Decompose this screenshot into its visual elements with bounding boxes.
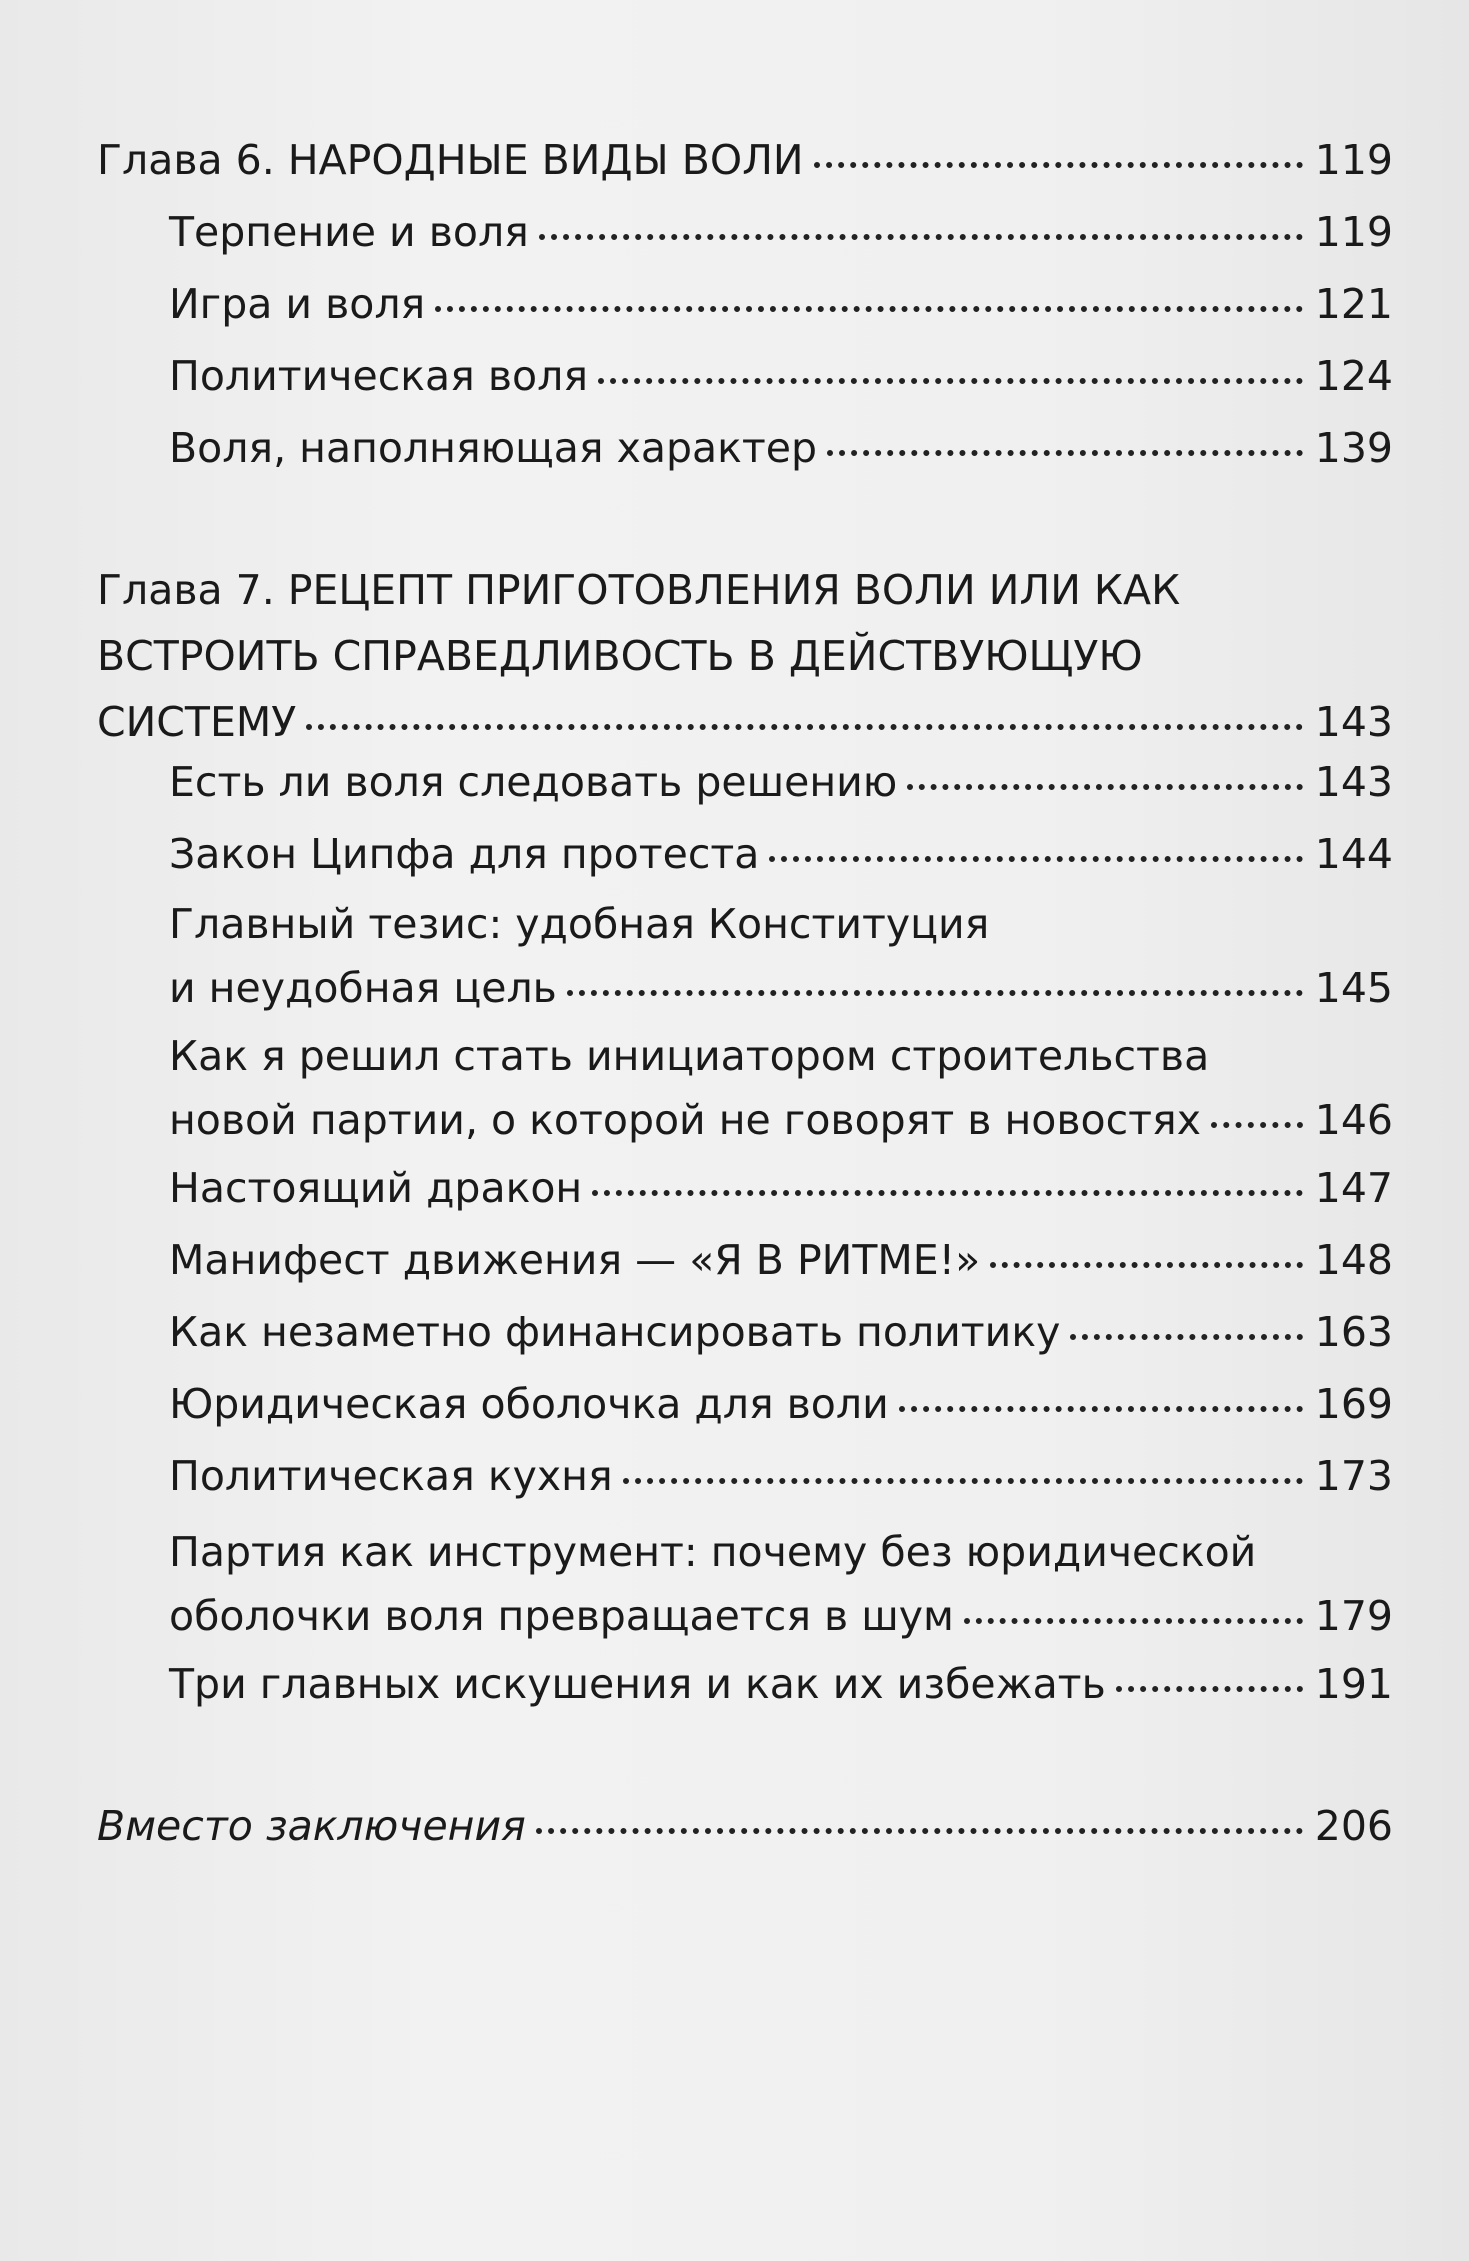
- toc-page-number: 143: [1314, 698, 1393, 746]
- toc-page-number: 163: [1314, 1308, 1393, 1356]
- toc-title: Как незаметно финансировать политику: [169, 1308, 1061, 1356]
- dot-leader: [539, 233, 1303, 240]
- dot-leader: [306, 723, 1303, 730]
- toc-title: Игра и воля: [169, 280, 426, 328]
- dot-leader: [827, 449, 1303, 456]
- toc-title-line: ВСТРОИТЬ СПРАВЕДЛИВОСТЬ В ДЕЙСТВУЮЩУЮ: [97, 632, 1143, 680]
- toc-page-number: 191: [1314, 1660, 1393, 1708]
- dot-leader: [567, 989, 1303, 996]
- toc-title: Политическая кухня: [169, 1452, 613, 1500]
- toc-page-number: 121: [1314, 280, 1393, 328]
- toc-page-number: 173: [1314, 1452, 1393, 1500]
- toc-title: Юридическая оболочка для воли: [169, 1380, 889, 1428]
- toc-title: новой партии, о которой не говорят в новостях: [169, 1096, 1201, 1144]
- toc-page-number: 124: [1314, 352, 1393, 400]
- toc-title-line: Глава 7. РЕЦЕПТ ПРИГОТОВЛЕНИЯ ВОЛИ ИЛИ КАК: [97, 566, 1181, 614]
- toc-title: Закон Ципфа для протеста: [169, 830, 760, 878]
- toc-section: [169, 1158, 1393, 1218]
- toc-page-number: 148: [1314, 1236, 1393, 1284]
- toc-section: [169, 894, 1393, 1018]
- toc-section: [169, 1446, 1393, 1506]
- dot-leader: [769, 855, 1303, 862]
- toc-section: [169, 752, 1393, 812]
- dot-leader: [814, 161, 1303, 168]
- toc-section: [169, 346, 1393, 406]
- toc-page-number: 147: [1314, 1164, 1393, 1212]
- dot-leader: [592, 1189, 1303, 1196]
- toc-page-number: 119: [1314, 136, 1393, 184]
- toc-page-number: 169: [1314, 1380, 1393, 1428]
- dot-leader: [1211, 1121, 1303, 1128]
- toc-title: Вместо заключения: [97, 1802, 526, 1850]
- toc-page-number: 143: [1314, 758, 1393, 806]
- toc-section: [169, 1026, 1393, 1150]
- toc-chapter-6: [97, 130, 1393, 190]
- toc-page-number: 139: [1314, 424, 1393, 472]
- toc-title-line: Партия как инструмент: почему без юридической: [169, 1528, 1257, 1576]
- dot-leader: [990, 1261, 1303, 1268]
- toc-section: [169, 418, 1393, 478]
- dot-leader: [598, 377, 1303, 384]
- toc-title: Терпение и воля: [169, 208, 529, 256]
- toc-page-number: 144: [1314, 830, 1393, 878]
- dot-leader: [536, 1827, 1303, 1834]
- dot-leader: [1070, 1333, 1303, 1340]
- dot-leader: [623, 1477, 1303, 1484]
- toc-title: Глава 6. НАРОДНЫЕ ВИДЫ ВОЛИ: [97, 136, 804, 184]
- toc-page-number: 146: [1314, 1096, 1393, 1144]
- toc-title: оболочки воля превращается в шум: [169, 1592, 954, 1640]
- toc-title: Есть ли воля следовать решению: [169, 758, 898, 806]
- toc-section: [169, 824, 1393, 884]
- toc-section: [169, 1302, 1393, 1362]
- dot-leader: [899, 1405, 1303, 1412]
- toc-section: [169, 1230, 1393, 1290]
- toc-title: СИСТЕМУ: [97, 698, 297, 746]
- toc-section: [169, 202, 1393, 262]
- dot-leader: [1116, 1685, 1303, 1692]
- toc-section: [169, 1522, 1393, 1646]
- dot-leader: [435, 305, 1303, 312]
- toc-conclusion: [97, 1796, 1393, 1856]
- toc-page-number: 119: [1314, 208, 1393, 256]
- dot-leader: [907, 783, 1303, 790]
- toc-title: Три главных искушения и как их избежать: [169, 1660, 1106, 1708]
- toc-title: Настоящий дракон: [169, 1164, 583, 1212]
- toc-page-number: 179: [1314, 1592, 1393, 1640]
- toc-section: [169, 1374, 1393, 1434]
- toc-section: [169, 1654, 1393, 1714]
- toc-title: Политическая воля: [169, 352, 588, 400]
- toc-title: и неудобная цель: [169, 964, 557, 1012]
- toc-chapter-7: [97, 560, 1393, 752]
- toc-title: Манифест движения — «Я В РИТМЕ!»: [169, 1236, 981, 1284]
- toc-title-line: Главный тезис: удобная Конституция: [169, 900, 990, 948]
- toc-page-number: 145: [1314, 964, 1393, 1012]
- toc-section: [169, 274, 1393, 334]
- dot-leader: [964, 1617, 1303, 1624]
- toc-page-number: 206: [1314, 1802, 1393, 1850]
- toc-title: Воля, наполняющая характер: [169, 424, 818, 472]
- toc-title-line: Как я решил стать инициатором строительства: [169, 1032, 1210, 1080]
